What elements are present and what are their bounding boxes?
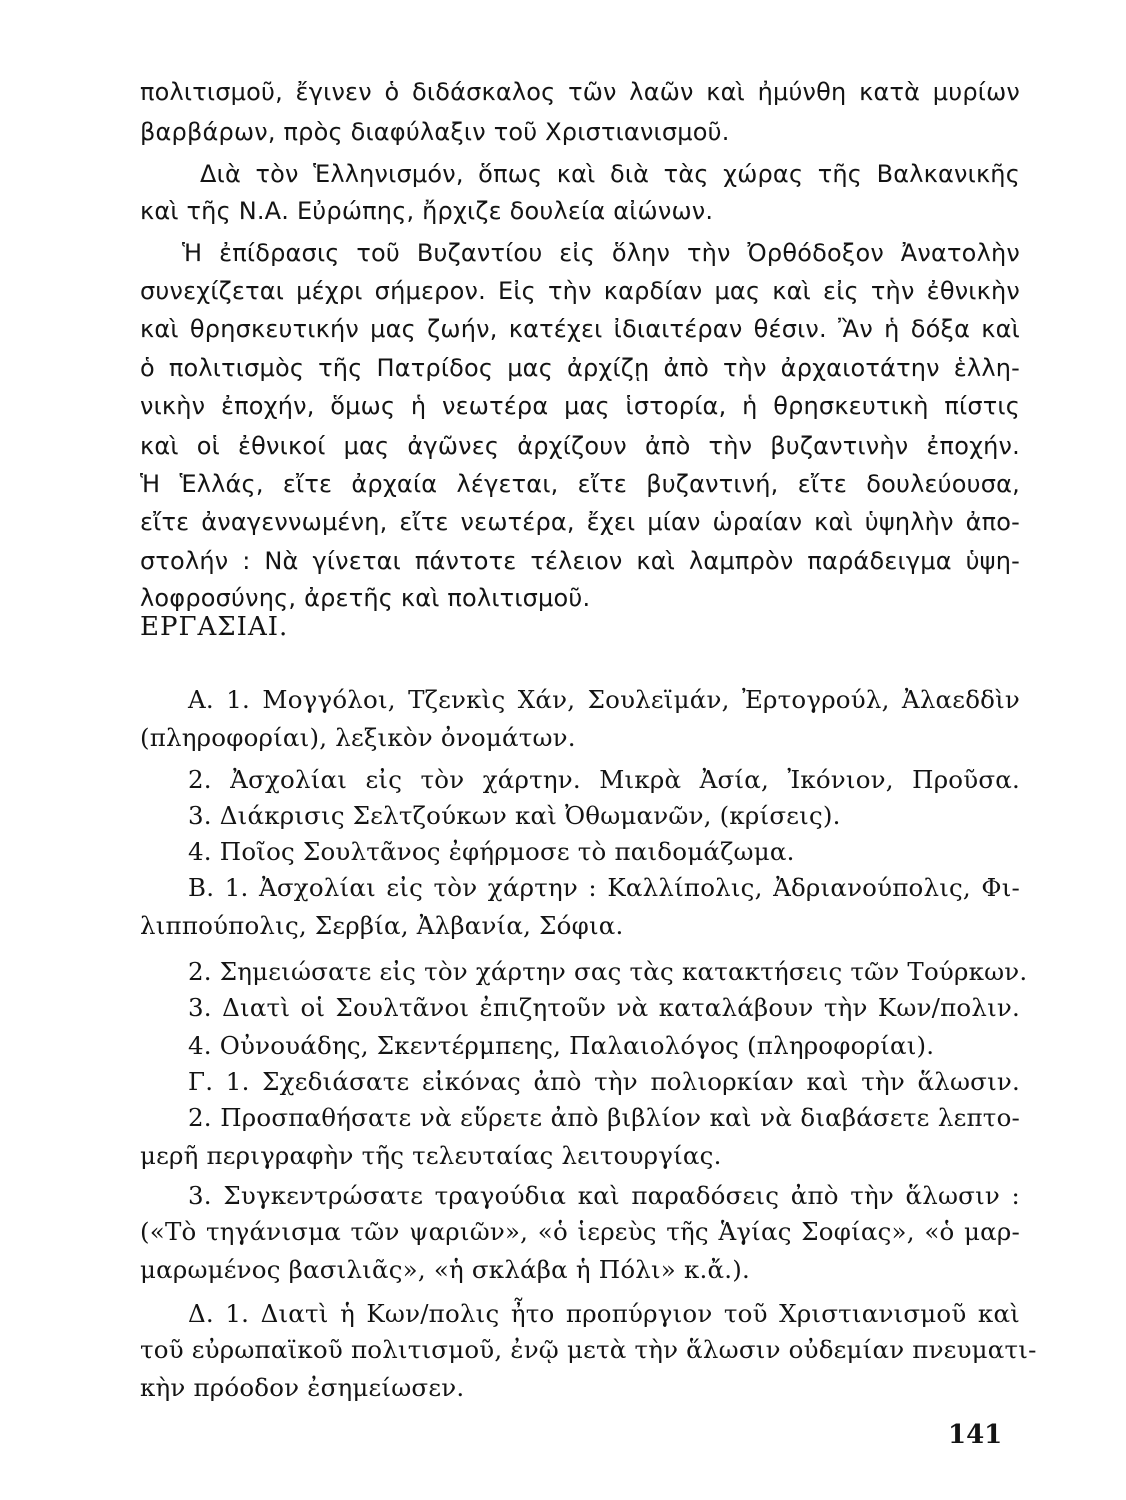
exercise-line: 2. Σημειώσατε εἰς τὸν χάρτην σας τὰς κατακτήσεις τῶν Τούρκων. xyxy=(188,957,1028,986)
text-line: καὶ οἱ ἐθνικοί μας ἀγῶνες ἀρχίζουν ἀπὸ τὴν βυζαντινὴν ἐποχήν. xyxy=(140,432,1020,460)
exercise-line: μερῆ περιγραφὴν τῆς τελευταίας λειτουργίας. xyxy=(140,1141,722,1170)
exercise-line: Α. 1. Μογγόλοι, Τζενκὶς Χάν, Σουλεϊμάν, Ἐρτογρούλ, Ἀλαεδδὶν xyxy=(188,685,1020,714)
exercise-line: 2. Προσπαθήσατε νὰ εὕρετε ἀπὸ βιβλίον καὶ νὰ διαβάσετε λεπτο- xyxy=(188,1103,1020,1132)
exercise-line: 3. Συγκεντρώσατε τραγούδια καὶ παραδόσεις ἀπὸ τὴν ἅλωσιν : xyxy=(188,1181,1020,1210)
exercise-line: Γ. 1. Σχεδιάσατε εἰκόνας ἀπὸ τὴν πολιορκίαν καὶ τὴν ἅλωσιν. xyxy=(188,1067,1020,1096)
exercise-line: Δ. 1. Διατὶ ἡ Κων/πολις ἦτο προπύργιον τοῦ Χριστιανισμοῦ καὶ xyxy=(188,1299,1020,1328)
text-line: ὁ πολιτισμὸς τῆς Πατρίδος μας ἀρχίζῃ ἀπὸ τὴν ἀρχαιοτάτην ἑλλη- xyxy=(140,354,1020,382)
text-line: στολήν : Νὰ γίνεται πάντοτε τέλειον καὶ λαμπρὸν παράδειγμα ὑψη- xyxy=(140,547,1020,575)
text-line: βαρβάρων, πρὸς διαφύλαξιν τοῦ Χριστιανισμοῦ. xyxy=(140,118,730,146)
exercise-line: 2. Ἀσχολίαι εἰς τὸν χάρτην. Μικρὰ Ἀσία, Ἰκόνιον, Προῦσα. xyxy=(188,765,1020,794)
exercise-line: τοῦ εὐρωπαϊκοῦ πολιτισμοῦ, ἐνῷ μετὰ τὴν ἅλωσιν οὐδεμίαν πνευματι- xyxy=(140,1335,1037,1364)
text-line: πολιτισμοῦ, ἔγινεν ὁ διδάσκαλος τῶν λαῶν καὶ ἠμύνθη κατὰ μυρίων xyxy=(140,78,1020,106)
text-line: εἴτε ἀναγεννωμένη, εἴτε νεωτέρα, ἔχει μίαν ὡραίαν καὶ ὑψηλὴν ἀπο- xyxy=(140,508,1020,536)
exercise-line: 4. Οὐνουάδης, Σκεντέρμπεης, Παλαιολόγος (πληροφορίαι). xyxy=(188,1031,935,1060)
exercise-line: κὴν πρόοδον ἐσημείωσεν. xyxy=(140,1373,465,1402)
text-line: Ἡ Ἑλλάς, εἴτε ἀρχαία λέγεται, εἴτε βυζαντινή, εἴτε δουλεύουσα, xyxy=(140,470,1020,498)
text-line: Ἡ ἐπίδρασις τοῦ Βυζαντίου εἰς ὅλην τὴν Ὀρθόδοξον Ἀνατολὴν xyxy=(182,239,1020,267)
text-line: συνεχίζεται μέχρι σήμερον. Εἰς τὴν καρδίαν μας καὶ εἰς τὴν ἐθνικὴν xyxy=(140,277,1020,305)
text-line: καὶ τῆς Ν.Α. Εὐρώπης, ἤρχιζε δουλεία αἰώνων. xyxy=(140,197,714,225)
text-line: νικὴν ἐποχήν, ὅμως ἡ νεωτέρα μας ἱστορία, ἡ θρησκευτικὴ πίστις xyxy=(140,392,1020,420)
exercise-line: μαρωμένος βασιλιᾶς», «ἡ σκλάβα ἡ Πόλι» κ.ἄ.). xyxy=(140,1255,750,1284)
exercise-line: («Τὸ τηγάνισμα τῶν ψαριῶν», «ὁ ἱερεὺς τῆς Ἁγίας Σοφίας», «ὁ μαρ- xyxy=(140,1217,1020,1246)
text-line: καὶ θρησκευτικήν μας ζωήν, κατέχει ἰδιαιτέραν θέσιν. Ἂν ἡ δόξα καὶ xyxy=(140,315,1020,343)
exercise-line: Β. 1. Ἀσχολίαι εἰς τὸν χάρτην : Καλλίπολις, Ἀδριανούπολις, Φι- xyxy=(188,873,1020,902)
text-line: Διὰ τὸν Ἑλληνισμόν, ὅπως καὶ διὰ τὰς χώρας τῆς Βαλκανικῆς xyxy=(200,160,1020,188)
text-line: λοφροσύνης, ἀρετῆς καὶ πολιτισμοῦ. xyxy=(140,584,591,612)
page-number: 141 xyxy=(948,1420,1003,1450)
exercise-line: (πληροφορίαι), λεξικὸν ὀνομάτων. xyxy=(140,723,576,752)
exercises-heading: ΕΡΓΑΣΙΑΙ. xyxy=(140,612,289,642)
exercise-line: 3. Διατὶ οἱ Σουλτᾶνοι ἐπιζητοῦν νὰ καταλάβουν τὴν Κων/πολιν. xyxy=(188,993,1020,1022)
exercise-line: 3. Διάκρισις Σελτζούκων καὶ Ὀθωμανῶν, (κρίσεις). xyxy=(188,801,841,830)
exercise-line: 4. Ποῖος Σουλτᾶνος ἐφήρμοσε τὸ παιδομάζωμα. xyxy=(188,837,795,866)
exercise-line: λιππούπολις, Σερβία, Ἀλβανία, Σόφια. xyxy=(140,911,624,940)
